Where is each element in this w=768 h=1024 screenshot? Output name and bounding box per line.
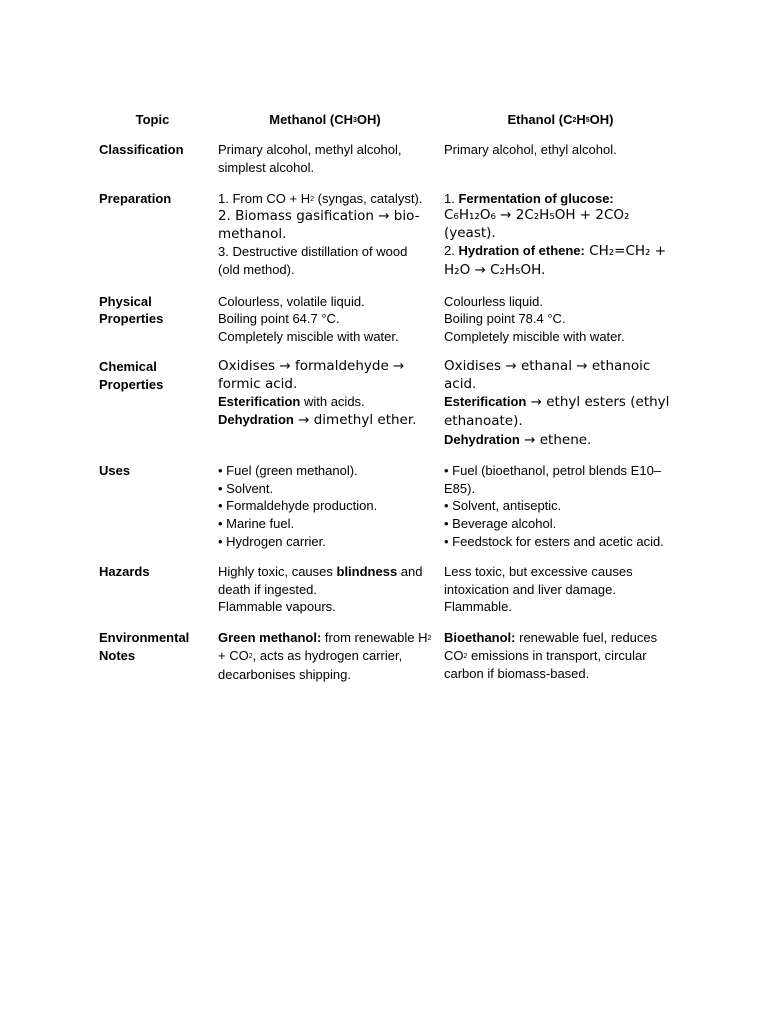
ethanol-hazards-line-1: Less toxic, but excessive causes intoxication and liver damage.: [444, 564, 633, 597]
cell-ethanol-hazards: [438, 563, 683, 629]
header-ethanol: [438, 108, 683, 141]
methanol-env-text-c: , acts as hydrogen carrier, decarbonises shipping.: [218, 648, 403, 682]
ethanol-prep-equation-2: CH₂=CH₂ + H₂O → C₂H₅OH.: [444, 243, 667, 278]
methanol-physical-line-2: Boiling point 64.7 °C.: [218, 311, 340, 327]
header-ethanol-subscript-2: 5: [585, 116, 590, 124]
methanol-prep-1-rest: (syngas, catalyst).: [314, 190, 423, 206]
header-ethanol-text: Ethanol (C: [507, 112, 573, 127]
ethanol-chemical-3-heading: Dehydration: [444, 431, 520, 447]
methanol-hazards-emphasis: blindness: [336, 564, 398, 580]
methanol-chemical-3-heading: Dehydration: [218, 412, 294, 428]
ethanol-chemical-2-heading: Esterification: [444, 394, 527, 410]
list-item: • Solvent, antiseptic.: [444, 498, 562, 514]
header-methanol-subscript: 3: [353, 116, 357, 124]
table-row: [93, 190, 683, 293]
table-row: [93, 293, 683, 359]
cell-methanol-classification: Primary alcohol, methyl alcohol, simplest alcohol.: [218, 142, 402, 175]
ethanol-prep-2-heading: Hydration of ethene:: [458, 243, 585, 259]
cell-methanol-preparation: [212, 190, 438, 293]
ethanol-env-heading: Bioethanol:: [444, 630, 516, 646]
row-topic-preparation: Preparation: [99, 190, 172, 206]
methanol-hazards-text-a: Highly toxic, causes: [218, 564, 337, 580]
list-item: • Hydrogen carrier.: [218, 533, 326, 549]
header-ethanol-h: H: [576, 112, 586, 127]
row-topic-chemical: Chemical Properties: [99, 359, 164, 392]
header-methanol: [212, 108, 438, 141]
methanol-env-text-a: from renewable H: [321, 630, 428, 646]
ethanol-hazards-line-2: Flammable.: [444, 599, 512, 615]
methanol-prep-1-text: 1. From CO + H: [218, 190, 311, 206]
ethanol-prep-2-prefix: 2.: [444, 243, 459, 259]
cell-ethanol-classification: Primary alcohol, ethyl alcohol.: [444, 142, 617, 158]
methanol-prep-line-3: 3. Destructive distillation of wood (old method).: [218, 244, 408, 277]
methanol-chemical-2-heading: Esterification: [218, 394, 301, 410]
cell-methanol-physical: [212, 293, 438, 359]
methanol-env-text-b: + CO: [218, 648, 249, 664]
table-row: [93, 462, 683, 563]
methanol-chemical-line-3: [218, 411, 432, 430]
list-item: • Marine fuel.: [218, 516, 295, 532]
ethanol-physical-line-3: Completely miscible with water.: [444, 328, 625, 344]
cell-ethanol-uses: [438, 462, 683, 563]
row-topic-environmental: Environmental Notes: [99, 630, 190, 663]
row-topic-physical: Physical Properties: [99, 293, 164, 327]
methanol-chemical-line-2: [218, 393, 432, 411]
ethanol-prep-1-prefix: 1.: [444, 190, 459, 206]
ethanol-chemical-line-1: Oxidises → ethanal → ethanoic acid.: [444, 358, 651, 392]
table-row: [93, 358, 683, 462]
methanol-chemical-3-rest: → dimethyl ether.: [293, 412, 417, 429]
row-topic-classification: Classification: [99, 142, 184, 158]
methanol-env-heading: Green methanol:: [218, 630, 322, 646]
cell-methanol-uses: [212, 462, 438, 563]
ethanol-prep-line-2: [444, 242, 677, 279]
cell-methanol-chemical: [212, 358, 438, 462]
methanol-chemical-line-1: Oxidises → formaldehyde → formic acid.: [218, 358, 405, 392]
list-item: • Beverage alcohol.: [444, 516, 557, 532]
methanol-hazards-line-2: Flammable vapours.: [218, 599, 336, 615]
header-ethanol-end: OH): [589, 112, 614, 127]
table-header-row: [93, 108, 683, 141]
methanol-env-subscript-1: 2: [427, 634, 432, 642]
cell-methanol-environmental: [212, 629, 438, 696]
list-item: • Formaldehyde production.: [218, 498, 378, 514]
row-topic-uses: Uses: [99, 463, 131, 479]
row-topic-hazards: Hazards: [99, 564, 150, 580]
comparison-table: [93, 108, 683, 696]
methanol-hazards-text-b: and death if ingested.: [218, 564, 423, 597]
header-methanol-end: OH): [356, 112, 381, 127]
methanol-prep-line-2: 2. Biomass gasification → bio-methanol.: [218, 207, 420, 242]
table-row: [93, 563, 683, 629]
cell-methanol-hazards: [212, 563, 438, 629]
header-methanol-text: Methanol (CH: [269, 112, 354, 127]
list-item: • Feedstock for esters and acetic acid.: [444, 533, 664, 549]
ethanol-env-text-a: renewable fuel, reduces CO: [444, 630, 658, 663]
table-row: [93, 141, 683, 189]
ethanol-chemical-2-rest: → ethyl esters (ethyl ethanoate).: [444, 394, 670, 430]
ethanol-physical-line-1: Colourless liquid.: [444, 293, 543, 309]
header-topic: [93, 108, 212, 141]
list-item: • Fuel (green methanol).: [218, 463, 358, 479]
ethanol-prep-1-heading: Fermentation of glucose:: [458, 190, 614, 206]
ethanol-prep-equation-1: C₆H₁₂O₆ → 2C₂H₅OH + 2CO₂ (yeast).: [444, 207, 630, 241]
cell-ethanol-chemical: [438, 358, 683, 462]
ethanol-env-text-b: emissions in transport, circular carbon if biomass-based.: [444, 647, 647, 681]
cell-ethanol-physical: [438, 293, 683, 359]
header-topic-text: Topic: [135, 112, 170, 127]
methanol-hazards-line-1: [218, 563, 432, 598]
list-item: • Solvent.: [218, 480, 274, 496]
ethanol-chemical-line-2: [444, 393, 677, 430]
ethanol-chemical-3-rest: → ethene.: [519, 431, 592, 448]
methanol-prep-line-1: [218, 190, 432, 208]
cell-ethanol-environmental: [438, 629, 683, 696]
methanol-prep-1-subscript: 2: [310, 195, 315, 203]
ethanol-chemical-line-3: [444, 431, 677, 450]
list-item: • Fuel (bioethanol, petrol blends E10–E85).: [444, 463, 662, 496]
header-ethanol-subscript-1: 2: [572, 116, 577, 124]
methanol-physical-line-3: Completely miscible with water.: [218, 328, 399, 344]
table-row: [93, 629, 683, 696]
methanol-env-subscript-2: 2: [248, 653, 253, 661]
ethanol-env-subscript: 2: [463, 652, 468, 660]
ethanol-physical-line-2: Boiling point 78.4 °C.: [444, 311, 566, 327]
ethanol-prep-line-1: [444, 190, 677, 208]
methanol-physical-line-1: Colourless, volatile liquid.: [218, 293, 365, 309]
methanol-chemical-2-rest: with acids.: [300, 394, 365, 410]
cell-ethanol-preparation: [438, 190, 683, 293]
